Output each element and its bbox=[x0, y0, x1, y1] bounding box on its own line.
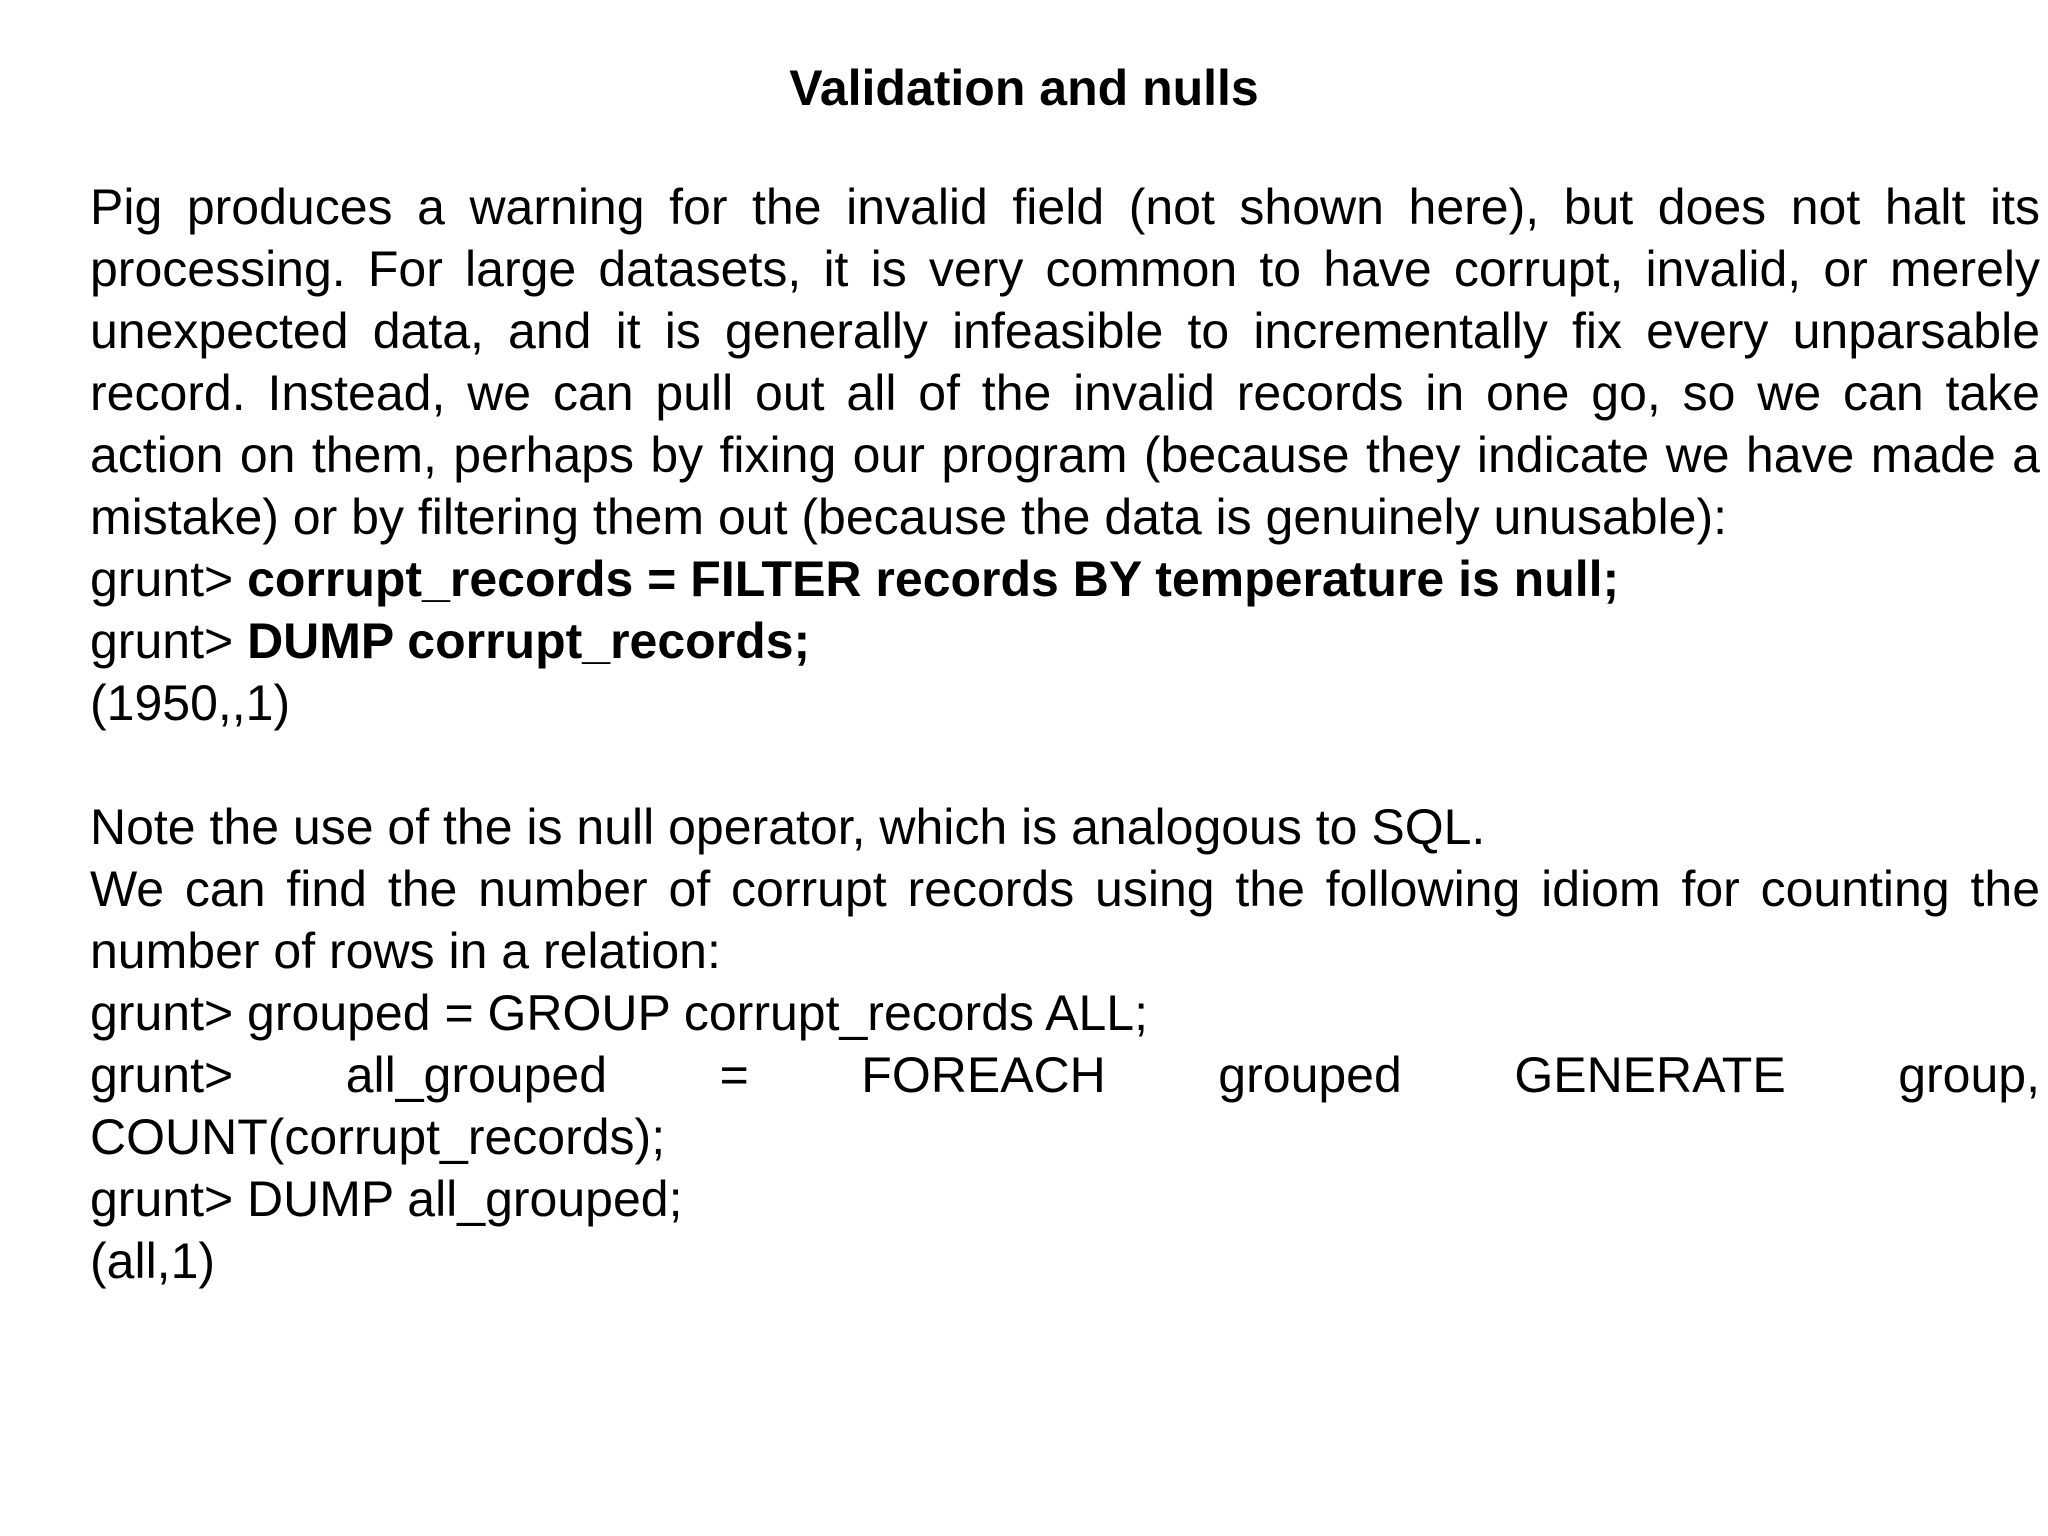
foreach-word: grunt> bbox=[90, 1047, 234, 1103]
slide-title: Validation and nulls bbox=[789, 60, 1259, 116]
code-line-foreach bbox=[90, 1044, 2040, 1106]
foreach-word: group, bbox=[1898, 1047, 2040, 1103]
code-line-foreach-cont: COUNT(corrupt_records); bbox=[90, 1109, 666, 1165]
count-paragraph: We can find the number of corrupt records using the following idiom for counting the number of rows in a relation: bbox=[90, 861, 2040, 979]
slide bbox=[90, 58, 2038, 1292]
slide-body bbox=[90, 176, 2040, 1292]
spacer bbox=[90, 734, 2040, 796]
dump-command: DUMP corrupt_records; bbox=[247, 613, 811, 669]
filter-command: corrupt_records = FILTER records BY temperature is null; bbox=[247, 551, 1620, 607]
code-line-dump-all: grunt> DUMP all_grouped; bbox=[90, 1171, 683, 1227]
code-output-2: (all,1) bbox=[90, 1233, 216, 1289]
code-line-group: grunt> grouped = GROUP corrupt_records ALL; bbox=[90, 985, 1149, 1041]
intro-paragraph: Pig produces a warning for the invalid field (not shown here), but does not halt its processing. For large datasets, it is very common to have corrupt, invalid, or merely unexpected data, and it is generally infeasible to incrementally fix every unparsable record. Instead, we can pull out all of the invalid records in one go, so we can take action on them, perhaps by fixing our program (because they indicate we have made a mistake) or by filtering them out (because the data is genuinely unusable): bbox=[90, 179, 2040, 545]
note-line: Note the use of the is null operator, which is analogous to SQL. bbox=[90, 799, 1486, 855]
foreach-word: GENERATE bbox=[1514, 1047, 1786, 1103]
grunt-prompt: grunt> bbox=[90, 613, 248, 669]
code-line-dump bbox=[90, 610, 2040, 672]
foreach-word: FOREACH bbox=[861, 1047, 1106, 1103]
grunt-prompt: grunt> bbox=[90, 551, 248, 607]
foreach-word: = bbox=[719, 1047, 749, 1103]
code-line-filter bbox=[90, 548, 2040, 610]
foreach-word: grouped bbox=[1218, 1047, 1402, 1103]
foreach-word: all_grouped bbox=[345, 1047, 608, 1103]
code-output-1: (1950,,1) bbox=[90, 675, 291, 731]
